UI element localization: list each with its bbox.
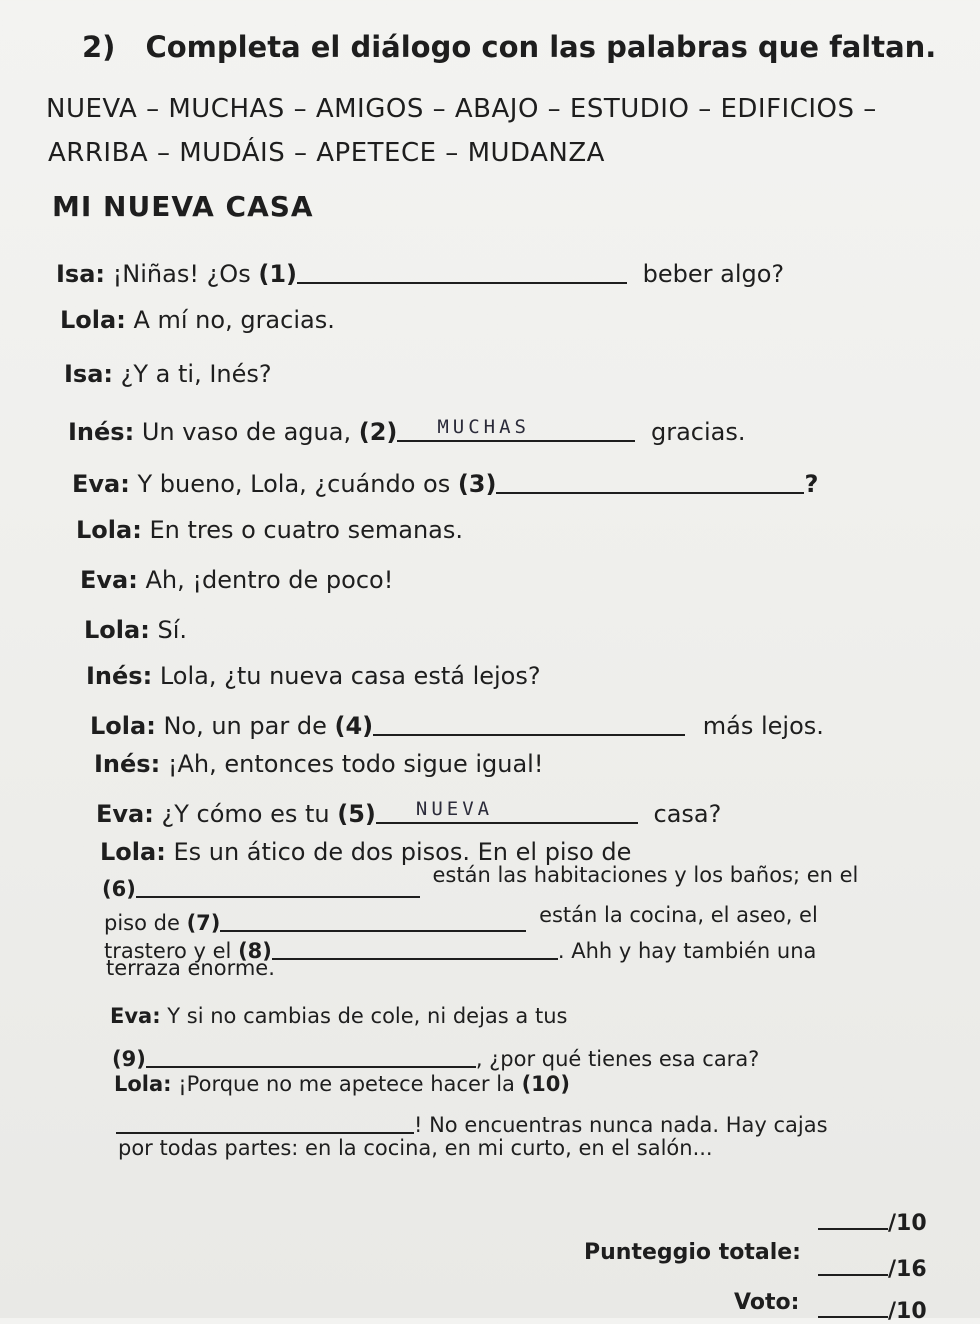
dialogue-line-2 — [60, 306, 335, 334]
partial-score — [818, 1208, 927, 1236]
speaker: Isa: — [64, 360, 114, 388]
line-text: ¡Niñas! ¿Os — [112, 260, 259, 288]
blank-number: (4) — [334, 712, 374, 740]
line-text: están la cocina, el aseo, el — [539, 903, 818, 927]
speaker: Eva: — [80, 566, 138, 594]
line-text: beber algo? — [642, 260, 785, 288]
word-bank-line-1: NUEVA – MUCHAS – AMIGOS – ABAJO – ESTUDIO – EDIFICIOS – — [46, 94, 877, 124]
line-text: Lola, ¿tu nueva casa está lejos? — [159, 662, 541, 690]
dialogue-line-11 — [94, 750, 543, 778]
paragraph-eva-line-1 — [110, 1004, 567, 1028]
blank-number: (6) — [102, 877, 136, 901]
dialogue-line-1 — [56, 254, 784, 288]
speaker: Inés: — [86, 662, 153, 690]
line-text: . Ahh y hay también una — [557, 939, 817, 963]
speaker: Lola: — [100, 838, 166, 866]
blank-7[interactable] — [220, 904, 526, 932]
dialogue-line-3 — [64, 360, 272, 388]
line-text: están las habitaciones y los baños; en el — [432, 863, 859, 887]
speaker: Inés: — [94, 750, 161, 778]
line-text: casa? — [653, 800, 722, 828]
paragraph-lola2-line-1 — [114, 1072, 570, 1096]
total-score — [818, 1254, 927, 1282]
blank-number: (3) — [457, 470, 497, 498]
line-text: ? — [804, 470, 819, 498]
speaker: Eva: — [96, 800, 154, 828]
word-bank-line-2: ARRIBA – MUDÁIS – APETECE – MUDANZA — [48, 138, 605, 168]
blank-number: (5) — [337, 800, 376, 828]
blank-3[interactable] — [496, 466, 804, 494]
dialogue-line-4 — [68, 412, 746, 446]
speaker: Isa: — [56, 260, 106, 288]
speaker: Lola: — [90, 712, 156, 740]
paragraph-lola-line-1 — [100, 838, 631, 866]
blank-9[interactable] — [146, 1040, 476, 1068]
line-text: ¡Ah, entonces todo sigue igual! — [167, 750, 544, 778]
speaker: Lola: — [76, 516, 142, 544]
blank-2[interactable] — [397, 414, 635, 442]
line-text: piso de — [104, 911, 187, 935]
line-text: ¿Y a ti, Inés? — [120, 360, 272, 388]
paragraph-eva-line-2 — [112, 1038, 759, 1071]
blank-number: (10) — [521, 1072, 570, 1096]
line-text: , ¿por qué tienes esa cara? — [475, 1047, 760, 1071]
line-text: No, un par de — [163, 712, 335, 740]
line-text: Y bueno, Lola, ¿cuándo os — [137, 470, 458, 498]
blank-number: (8) — [238, 939, 272, 963]
blank-number: (2) — [358, 418, 398, 446]
voto-score — [818, 1296, 927, 1324]
blank-5[interactable] — [376, 796, 638, 824]
handwritten-answer: MUCHAS — [437, 416, 530, 438]
score-text: /10 — [888, 1211, 927, 1236]
score-blank[interactable] — [818, 1208, 888, 1230]
dialogue-line-12 — [96, 794, 721, 828]
exercise-number: 2) — [82, 30, 116, 64]
blank-6[interactable] — [136, 870, 420, 898]
line-text: En tres o cuatro semanas. — [149, 516, 463, 544]
line-text: ! No encuentras nunca nada. Hay cajas — [414, 1113, 828, 1137]
line-text: gracias. — [651, 418, 746, 446]
blank-4[interactable] — [373, 708, 685, 736]
speaker: Eva: — [110, 1004, 161, 1028]
line-text: trastero y el — [104, 939, 239, 963]
paragraph-lola2-line-2 — [116, 1104, 828, 1137]
blank-10[interactable] — [116, 1106, 414, 1134]
speaker: Lola: — [60, 306, 126, 334]
blank-number: (7) — [186, 911, 221, 935]
handwritten-answer: NUEVA — [415, 798, 494, 820]
dialogue-line-7 — [80, 566, 393, 594]
line-text: ¿Y cómo es tu — [161, 800, 338, 828]
dialogue-line-8 — [84, 616, 187, 644]
dialogue-line-6 — [76, 516, 463, 544]
blank-number: (9) — [112, 1047, 146, 1071]
blank-1[interactable] — [297, 256, 627, 284]
total-score-label: Punteggio totale: — [584, 1240, 801, 1265]
score-blank[interactable] — [818, 1296, 888, 1318]
section-heading: MI NUEVA CASA — [52, 190, 314, 223]
line-text: Un vaso de agua, — [141, 418, 359, 446]
speaker: Lola: — [114, 1072, 172, 1096]
exercise-instruction: Completa el diálogo con las palabras que faltan. — [145, 30, 937, 64]
score-blank[interactable] — [818, 1254, 888, 1276]
speaker: Eva: — [72, 470, 130, 498]
score-text: /10 — [888, 1299, 927, 1324]
dialogue-line-9 — [86, 662, 541, 690]
line-text: A mí no, gracias. — [133, 306, 335, 334]
dialogue-line-5 — [72, 464, 818, 498]
line-text: Sí. — [157, 616, 187, 644]
score-text: /16 — [888, 1257, 927, 1282]
line-text: Ah, ¡dentro de poco! — [145, 566, 394, 594]
line-text: Y si no cambias de cole, ni dejas a tus — [167, 1004, 568, 1028]
line-text: más lejos. — [702, 712, 824, 740]
line-text: Es un ático de dos pisos. En el piso de — [173, 838, 632, 866]
paragraph-lola-line-5: terraza enorme. — [106, 956, 275, 980]
paragraph-lola2-line-3: por todas partes: en la cocina, en mi curto, en el salón... — [118, 1136, 713, 1160]
blank-8[interactable] — [272, 932, 558, 960]
paragraph-lola-line-2 — [102, 863, 859, 901]
dialogue-line-10 — [90, 706, 824, 740]
voto-label: Voto: — [734, 1290, 800, 1315]
speaker: Inés: — [68, 418, 135, 446]
exercise-title — [82, 30, 936, 64]
speaker: Lola: — [84, 616, 150, 644]
blank-number: (1) — [258, 260, 297, 288]
line-text: ¡Porque no me apetece hacer la — [178, 1072, 522, 1096]
